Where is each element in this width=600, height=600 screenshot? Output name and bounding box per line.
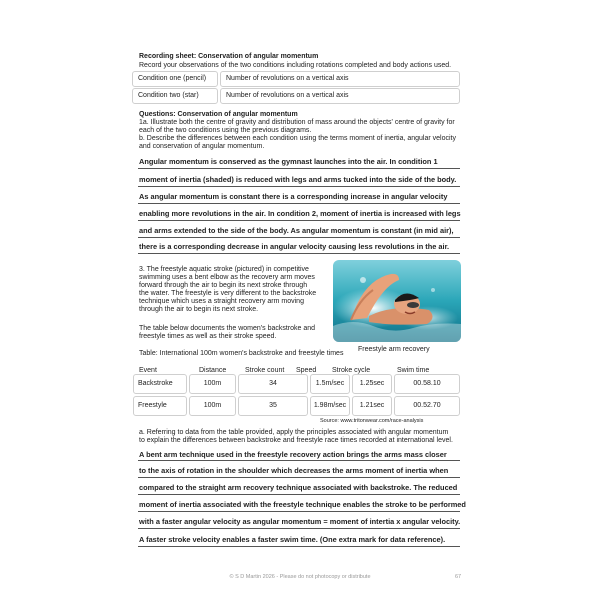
footer-copyright: © S D Martin 2026 - Please do not photocopy or distribute	[229, 574, 371, 580]
answer-rule	[138, 528, 460, 529]
table-intro-line: freestyle times as well as their stroke speed.	[139, 333, 277, 340]
condition-one-label: Condition one (pencil)	[138, 75, 207, 82]
table-cell: 00.52.70	[413, 402, 441, 409]
question-a-line: a. Referring to data from the table provided, apply the principles associated with angular momentum	[139, 429, 449, 436]
answer-rule	[138, 203, 460, 204]
swimmer-photo	[333, 260, 461, 342]
table-header-cell: Speed	[296, 367, 317, 374]
table-cell: 1.25sec	[359, 380, 385, 387]
answer1-line: there is a corresponding decrease in angular velocity causing less revolutions in the air.	[139, 242, 450, 251]
table-cell: 1.98m/sec	[313, 402, 347, 409]
q3-line: 3. The freestyle aquatic stroke (pictured) in competitive	[139, 266, 309, 273]
swimmer-illustration	[333, 260, 461, 342]
table-cell: 100m	[203, 402, 222, 409]
answer-rule	[138, 237, 460, 238]
answer2-line: A faster stroke velocity enables a faster swim time. (One extra mark for data reference).	[139, 535, 446, 544]
answer-rule	[138, 186, 460, 187]
answer-rule	[138, 477, 460, 478]
answer-rule	[138, 546, 460, 547]
condition-one-observation: Number of revolutions on a vertical axis	[226, 75, 349, 82]
question-1b-line-1: b. Describe the differences between each condition using the terms moment of inertia, angular velocity	[139, 135, 456, 142]
condition-two-observation: Number of revolutions on a vertical axis	[226, 92, 349, 99]
q3-line: forward through the air to begin its next stroke through	[139, 282, 308, 289]
page-number: 67	[455, 574, 462, 580]
answer1-line: enabling more revolutions in the air. In condition 2, moment of inertia is increased with legs	[139, 209, 461, 218]
answer2-line: A bent arm technique used in the freestyle recovery action brings the arms mass closer	[139, 450, 447, 459]
table-intro-line: The table below documents the women's backstroke and	[139, 325, 316, 332]
question-1b-line-2: and conservation of angular momentum.	[139, 143, 265, 150]
table-cell: 1.5m/sec	[315, 380, 345, 387]
question-a-line: to explain the differences between backstroke and freestyle race times recorded at international level.	[139, 437, 453, 444]
table-cell: 35	[269, 402, 277, 409]
answer1-line: As angular momentum is constant there is a corresponding increase in angular velocity	[139, 192, 448, 201]
answer-rule	[138, 168, 460, 169]
table-header-cell: Distance	[199, 367, 227, 374]
photo-caption: Freestyle arm recovery	[358, 346, 430, 353]
answer-rule	[138, 253, 460, 254]
answer2-line: compared to the straight arm recovery technique associated with backstroke. The reduced	[139, 483, 458, 492]
table-header-cell: Stroke count	[245, 367, 285, 374]
answer-rule	[138, 511, 460, 512]
q3-line: through the air to begin its next stroke.	[139, 306, 259, 313]
table-header-cell: Event	[139, 367, 157, 374]
table-header-cell: Swim time	[397, 367, 430, 374]
table-cell: Backstroke	[138, 380, 173, 387]
recording-instruction: Record your observations of the two conditions including rotations completed and body actions used.	[139, 62, 452, 69]
question-1a-line-1: 1a. Illustrate both the centre of gravity and distribution of mass around the objects' centre of gravity for	[139, 119, 455, 126]
answer1-line: Angular momentum is conserved as the gymnast launches into the air. In condition 1	[139, 157, 438, 166]
table-cell: 100m	[203, 380, 222, 387]
question-1a-line-2: each of the two conditions using the previous diagrams.	[139, 127, 312, 134]
answer2-line: with a faster angular velocity as angular momentum = moment of intertia x angular velocity.	[139, 517, 461, 526]
table-cell: 34	[269, 380, 277, 387]
table-header-cell: Stroke cycle	[332, 367, 371, 374]
q3-line: the water. The freestyle is very different to the backstroke	[139, 290, 317, 297]
table-caption: Table: International 100m women's backstroke and freestyle times	[139, 350, 344, 357]
table-cell: Freestyle	[138, 402, 167, 409]
table-cell: 1.21sec	[359, 402, 385, 409]
answer1-line: and arms extended to the side of the body. As angular momentum is constant (in mid air),	[139, 226, 454, 235]
q3-line: swimming uses a bent elbow as the recovery arm moves	[139, 274, 315, 281]
table-cell: 00.58.10	[413, 380, 441, 387]
table-source: Source: www.tritonwear.com/race-analysis	[320, 418, 424, 424]
questions-title: Questions: Conservation of angular momentum	[139, 111, 298, 118]
recording-title: Recording sheet: Conservation of angular momentum	[139, 53, 319, 60]
q3-line: technique which uses a straight recovery arm moving	[139, 298, 304, 305]
answer-rule	[138, 220, 460, 221]
answer2-line: to the axis of rotation in the shoulder which decreases the arms moment of inertia when	[139, 466, 449, 475]
answer2-line: moment of inertia associated with the freestyle technique enables the stroke to be performed	[139, 500, 466, 509]
answer-rule	[138, 494, 460, 495]
answer-rule	[138, 460, 460, 461]
condition-two-label: Condition two (star)	[138, 92, 199, 99]
answer1-line: moment of inertia (shaded) is reduced with legs and arms tucked into the side of the body.	[139, 175, 457, 184]
